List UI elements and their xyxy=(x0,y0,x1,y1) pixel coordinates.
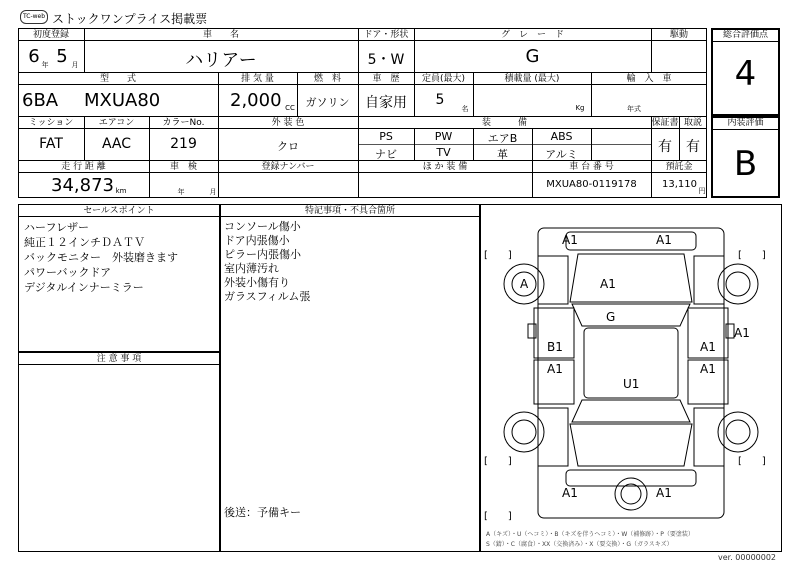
displacement-label: 排 気 量 xyxy=(241,74,274,84)
displacement: 2,000 xyxy=(230,90,282,111)
mark-front-right: A1 xyxy=(656,233,672,247)
load-unit: Kg xyxy=(575,104,585,112)
sales-point-1: ハーフレザー xyxy=(24,221,90,234)
equip-ps: PS xyxy=(379,130,393,143)
special-notes-label: 特記事項・不具合箇所 xyxy=(304,206,395,216)
equip-tv: TV xyxy=(436,146,451,159)
right-front-fender xyxy=(694,256,724,304)
plate-label: 登録ナンバー xyxy=(261,162,315,172)
frame-no-label: 車 台 番 号 xyxy=(569,162,614,172)
page-title: ストックワンプライス掲載票 xyxy=(52,12,208,26)
rear-window xyxy=(572,400,690,422)
bracket-bottom: [ ] xyxy=(484,511,512,522)
inspection-year-unit: 年 xyxy=(177,188,185,196)
sales-point-5: デジタルインナーミラー xyxy=(24,281,144,294)
first-reg-label: 初度登録 xyxy=(32,30,69,40)
inspection-label: 車 検 xyxy=(169,162,197,172)
mileage: 34,873 xyxy=(51,175,114,196)
car-name-label: 車 名 xyxy=(202,30,239,40)
mileage-label: 走 行 距 離 xyxy=(61,162,106,172)
bracket-fr: [ ] xyxy=(738,250,766,261)
warranty: 有 xyxy=(658,139,672,155)
capacity-unit: 名 xyxy=(461,105,469,113)
sales-points-label: セールスポイント xyxy=(83,206,155,216)
rear-left-fender xyxy=(538,408,568,466)
windshield xyxy=(572,304,690,326)
special-note-5: 外装小傷有り xyxy=(224,276,290,289)
mark-wheel-fl: A xyxy=(520,277,529,291)
exterior-color: クロ xyxy=(277,140,299,153)
reg-year-unit: 年 xyxy=(41,61,49,69)
equipment-label: 装 備 xyxy=(481,118,527,128)
door-type: 5・W xyxy=(367,52,405,68)
mark-right-front-door: A1 xyxy=(700,340,716,354)
grade-label: グ レ ー ド xyxy=(500,30,564,40)
mark-rear-right: A1 xyxy=(656,486,672,500)
equip-alloy: アルミ xyxy=(545,148,578,161)
bracket-rl: [ ] xyxy=(484,456,512,467)
other-equip-label: ほ か 装 備 xyxy=(422,162,468,172)
sales-point-3: バックモニター 外装磨きます xyxy=(24,251,178,264)
mark-rear-left: A1 xyxy=(562,486,578,500)
mission-label: ミッション xyxy=(28,118,74,128)
history-label: 車 歴 xyxy=(372,74,400,84)
model-prefix: 6BA xyxy=(22,90,59,111)
mark-trunk: U1 xyxy=(623,377,640,391)
warranty-label: 保証書 xyxy=(651,118,679,128)
reg-month-unit: 月 xyxy=(71,61,79,69)
history: 自家用 xyxy=(365,95,407,111)
mark-front-left: A1 xyxy=(562,233,578,247)
inspection-month-unit: 月 xyxy=(209,188,217,196)
cautions-box xyxy=(18,352,220,552)
manual-label: 取説 xyxy=(683,118,702,128)
door-type-label: ドア・形状 xyxy=(363,30,409,40)
special-note-4: 室内薄汚れ xyxy=(224,262,279,275)
import-label: 輸 入 車 xyxy=(626,74,672,84)
legend-line-2: S（錆）・C（腐食）・XX（交換済み）・X（要交換）・G（ガラスキズ） xyxy=(486,541,673,548)
left-front-fender xyxy=(538,256,568,304)
aircon-label: エアコン xyxy=(98,118,135,128)
deposit: 13,110 xyxy=(662,179,697,190)
load-label: 積載量 (最大) xyxy=(504,74,560,84)
interior-score-label: 内装評価 xyxy=(727,118,764,128)
mark-left-pillar: B1 xyxy=(547,340,563,354)
equip-pw: PW xyxy=(434,130,453,143)
interior-score: B xyxy=(733,144,758,184)
cautions-label: 注 意 事 項 xyxy=(96,354,142,364)
fuel-label: 燃 料 xyxy=(313,74,341,84)
model-label: 型 式 xyxy=(99,74,136,84)
sales-point-2: 純正１２インチＤＡＴＶ xyxy=(24,236,145,249)
capacity-label: 定員(最大) xyxy=(421,74,466,84)
manual: 有 xyxy=(686,139,700,155)
mark-right-side: A1 xyxy=(734,326,750,340)
special-note-3: ピラー内張傷小 xyxy=(224,248,301,261)
car-name: ハリアー xyxy=(185,50,257,71)
front-bumper xyxy=(566,232,696,250)
bracket-fl: [ ] xyxy=(484,250,512,261)
model-code: MXUA80 xyxy=(84,90,161,111)
capacity: 5 xyxy=(435,92,445,108)
equip-leather: 革 xyxy=(497,148,508,161)
mark-right-rear-door: A1 xyxy=(700,362,716,376)
exterior-color-label: 外 装 色 xyxy=(271,118,305,128)
equip-navi: ナビ xyxy=(375,148,397,161)
mark-roof: G xyxy=(606,310,616,324)
rear-right-fender xyxy=(694,408,724,466)
logo-text: TC-web xyxy=(22,13,46,20)
equip-abs: ABS xyxy=(550,130,573,143)
sales-point-4: パワーバックドア xyxy=(24,266,112,279)
mark-hood: A1 xyxy=(600,277,616,291)
grade: G xyxy=(525,46,540,67)
drive-label: 駆動 xyxy=(669,30,688,40)
frame-no: MXUA80-0119178 xyxy=(546,179,637,190)
mission: FAT xyxy=(39,136,63,152)
hood-panel xyxy=(570,254,692,302)
bracket-rr: [ ] xyxy=(738,456,766,467)
logo xyxy=(20,10,48,24)
mark-left-front-door: A1 xyxy=(547,362,563,376)
special-note-6: ガラスフィルム張 xyxy=(224,290,311,303)
overall-score-label: 総合評価点 xyxy=(722,30,768,40)
equip-airbag: エアB xyxy=(487,132,518,145)
legend-line-1: A（キズ）・U（ヘコミ）・B（キズを伴うヘコミ）・W（補修跡）・P（要塗装） xyxy=(486,531,694,538)
special-note-2: ドア内張傷小 xyxy=(224,234,290,247)
mileage-unit: km xyxy=(115,187,127,195)
reg-year: 6 xyxy=(28,46,40,67)
deposit-label: 預託金 xyxy=(665,162,693,172)
aircon: AAC xyxy=(101,136,132,152)
version-label: ver. 00000002 xyxy=(718,553,777,562)
displacement-unit: CC xyxy=(285,104,295,112)
fuel: ガソリン xyxy=(305,96,350,109)
color-no: 219 xyxy=(170,136,197,152)
rear-note: 後送：予備キー xyxy=(224,506,301,519)
trunk-panel xyxy=(570,424,692,466)
color-no-label: カラーNo. xyxy=(162,118,205,128)
deposit-unit: 円 xyxy=(698,187,706,195)
import-year-model: 年式 xyxy=(627,105,641,113)
overall-score: 4 xyxy=(734,54,757,94)
reg-month: 5 xyxy=(56,46,68,67)
special-note-1: コンソール傷小 xyxy=(224,220,301,233)
